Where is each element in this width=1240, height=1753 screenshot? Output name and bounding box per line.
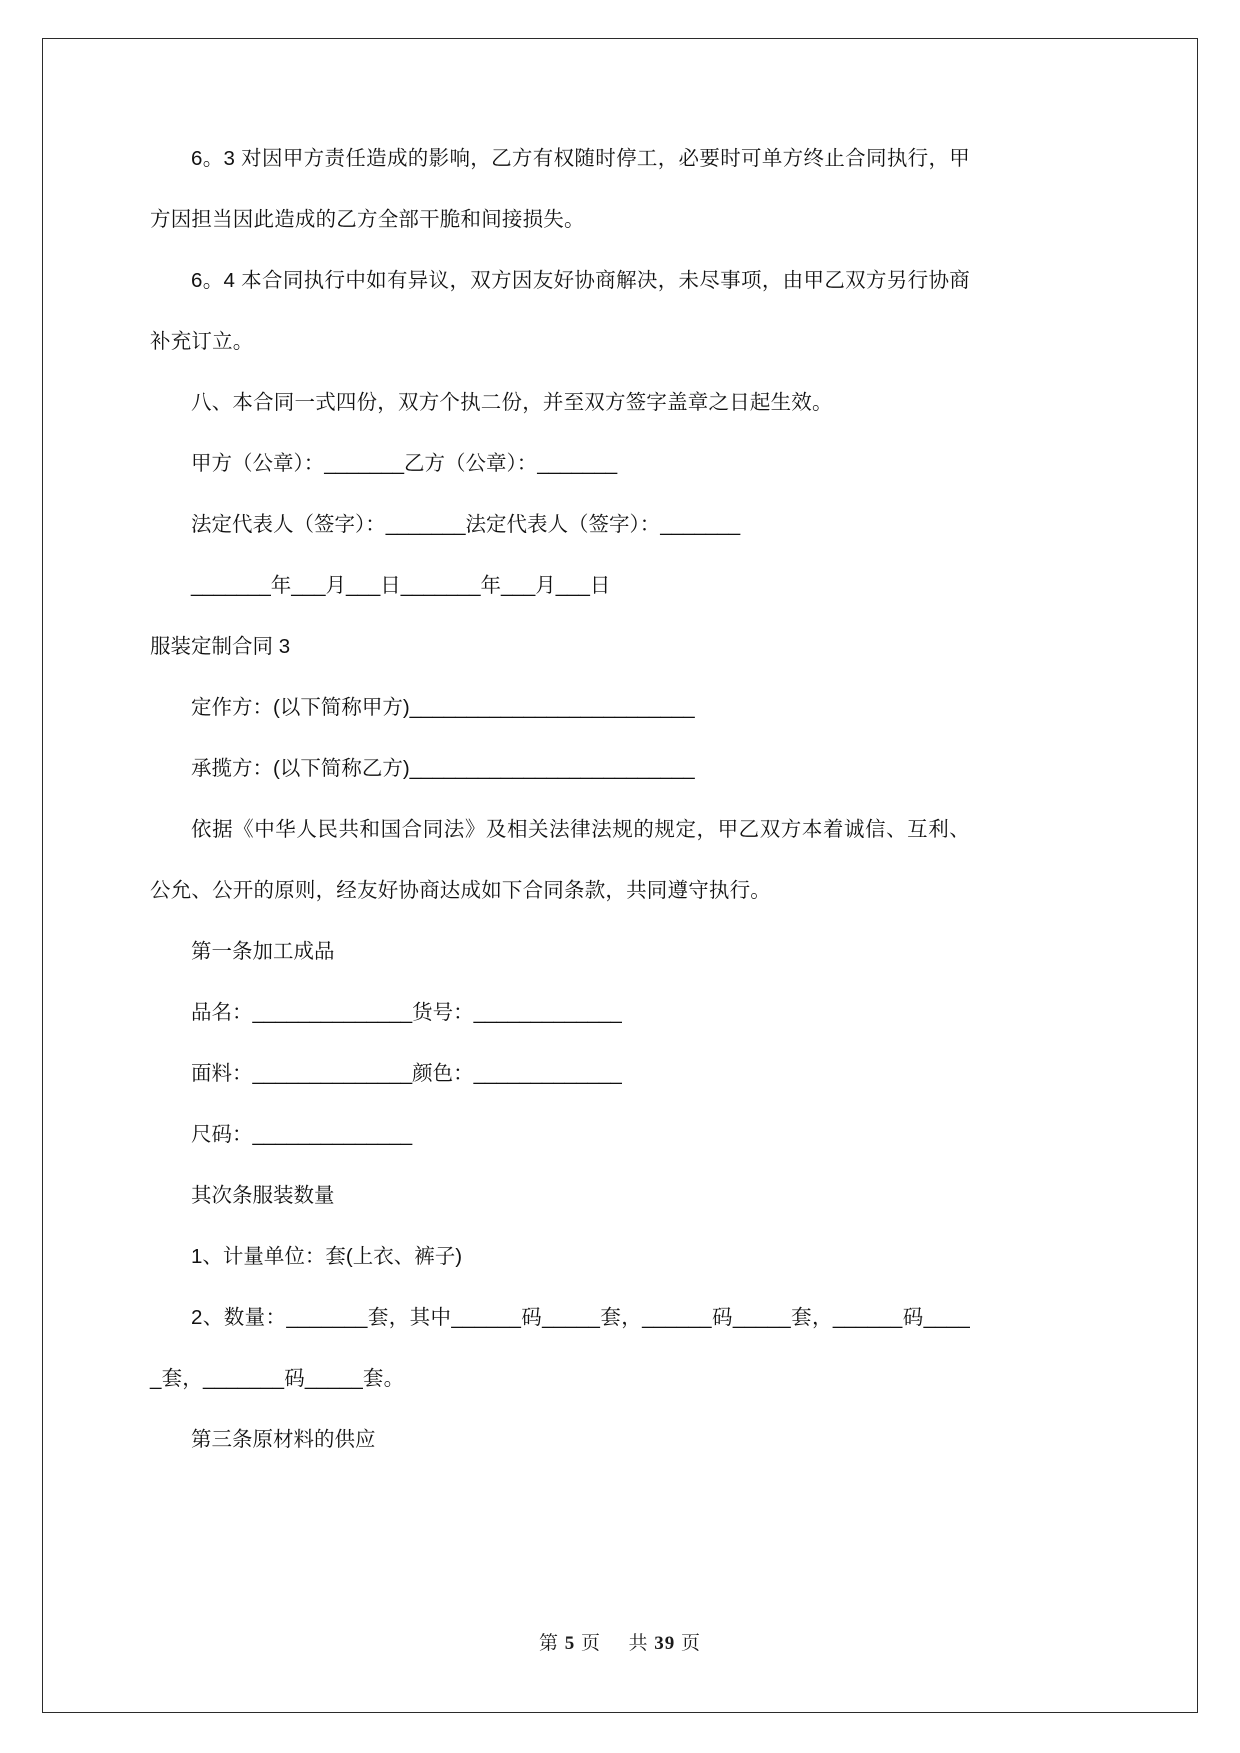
footer-total-unit: 页: [681, 1633, 702, 1654]
footer-page-number: 5: [564, 1633, 576, 1654]
item-measurement-unit: 1、计量单位：套(上衣、裤子): [191, 1245, 463, 1268]
footer-total-pages: 39: [654, 1633, 676, 1654]
footer-page-prefix: 第: [538, 1633, 559, 1654]
paragraph-preamble: 依据《中华人民共和国合同法》及相关法律法规的规定，甲乙双方本着诚信、互利、公允、公开的原则，经友好协商达成如下合同条款，共同遵守执行。: [150, 818, 970, 902]
footer-total-prefix: 共: [628, 1633, 649, 1654]
document-content: [150, 128, 970, 1470]
party-a-line: 定作方：(以下简称甲方)_________________________: [191, 696, 695, 719]
paragraph-clause-6-4: 6。4 本合同执行中如有异议，双方因友好协商解决，未尽事项，由甲乙双方另行协商补充订立。: [150, 269, 970, 353]
item-quantity: 2、数量：_______套，其中______码_____套，______码_____套，______码_____套，_______码_____套。: [150, 1306, 970, 1390]
paragraph-clause-6-3: 6。3 对因甲方责任造成的影响，乙方有权随时停工，必要时可单方终止合同执行，甲方因担当因此造成的乙方全部干脆和间接损失。: [150, 147, 970, 231]
footer-page-unit: 页: [580, 1633, 601, 1654]
section-title-contract-3: 服装定制合同 3: [150, 635, 291, 658]
field-fabric-and-color: 面料：______________颜色：_____________: [191, 1062, 622, 1085]
field-size: 尺码：______________: [191, 1123, 413, 1146]
article-2-title: 其次条服装数量: [191, 1184, 335, 1207]
article-1-title: 第一条加工成品: [191, 940, 335, 963]
legal-representative-signature-line: 法定代表人（签字）：_______法定代表人（签字）：_______: [191, 513, 741, 536]
signature-seal-line: 甲方（公章）：_______乙方（公章）：_______: [191, 452, 618, 475]
field-name-and-code: 品名：______________货号：_____________: [191, 1001, 622, 1024]
signature-date-line: _______年___月___日_______年___月___日: [191, 574, 611, 597]
page-footer: [0, 1628, 1240, 1655]
party-b-line: 承揽方：(以下简称乙方)_________________________: [191, 757, 695, 780]
paragraph-clause-8: 八、本合同一式四份，双方个执二份，并至双方签字盖章之日起生效。: [191, 391, 833, 414]
article-3-title: 第三条原材料的供应: [191, 1428, 376, 1451]
